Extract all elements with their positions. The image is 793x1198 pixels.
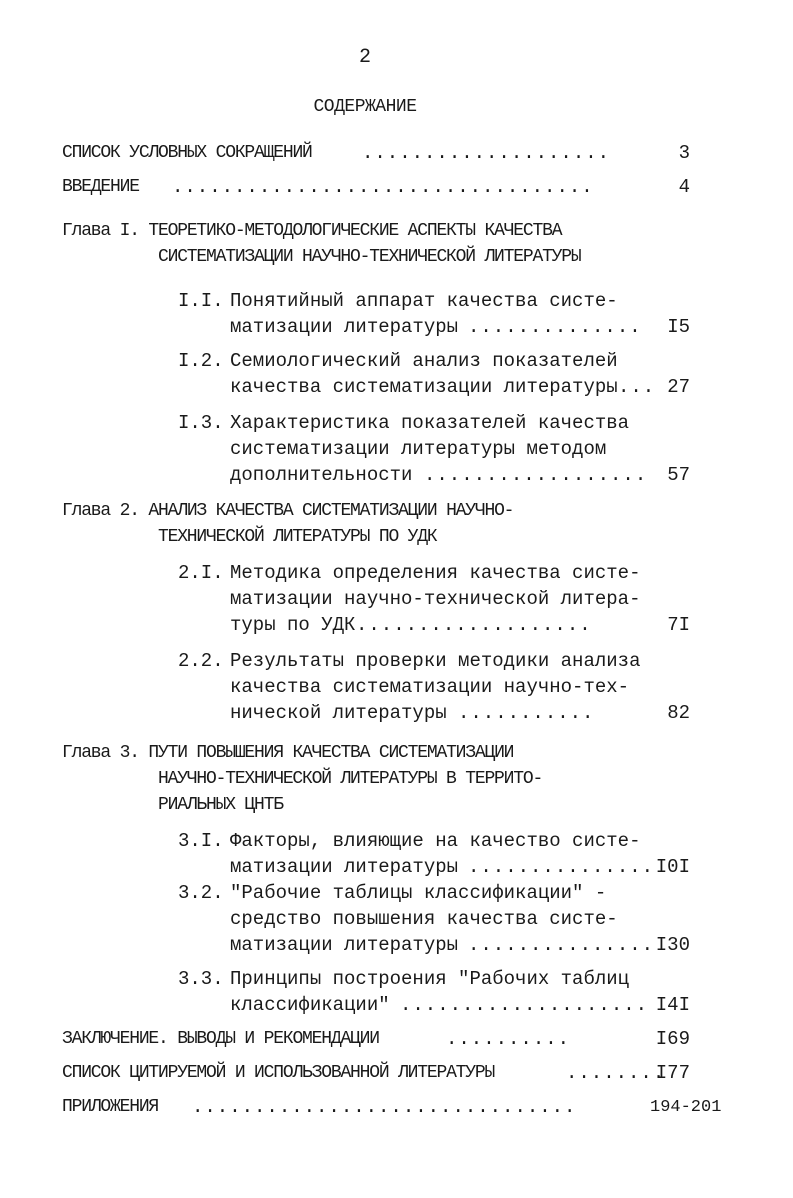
- toc-page-number: 57: [667, 464, 690, 486]
- toc-page-number: 82: [667, 702, 690, 724]
- section-text: Факторы, влияющие на качество систе-: [230, 830, 641, 852]
- section-number: 3.I.: [178, 830, 224, 852]
- toc-leader: ..................: [424, 464, 648, 486]
- toc-entry-label: СПИСОК УСЛОВНЫХ СОКРАЩЕНИЙ: [62, 143, 312, 163]
- toc-leader: ...: [618, 376, 656, 398]
- section-text: Методика определения качества систе-: [230, 562, 641, 584]
- toc-page-number: I77: [655, 1062, 690, 1084]
- chapter-heading: Глава 3. ПУТИ ПОВЫШЕНИЯ КАЧЕСТВА СИСТЕМАТИЗАЦИИ: [62, 743, 514, 763]
- section-number: 2.2.: [178, 650, 224, 672]
- toc-entry-label: ЗАКЛЮЧЕНИЕ. ВЫВОДЫ И РЕКОМЕНДАЦИИ: [62, 1029, 379, 1049]
- section-text: Принципы построения "Рабочих таблиц: [230, 968, 630, 990]
- section-text: "Рабочие таблицы классификации" -: [230, 882, 607, 904]
- page-number: 2: [358, 46, 371, 69]
- toc-page-number: I5: [667, 316, 690, 338]
- section-text: Понятийный аппарат качества систе-: [230, 290, 618, 312]
- section-number: 2.I.: [178, 562, 224, 584]
- section-text: Результаты проверки методики анализа: [230, 650, 641, 672]
- toc-page-number: I0I: [655, 856, 690, 878]
- section-text: качества систематизации литературы: [230, 376, 618, 398]
- section-text: классификации": [230, 994, 390, 1016]
- chapter-heading: Глава I. ТЕОРЕТИКО-МЕТОДОЛОГИЧЕСКИЕ АСПЕКТЫ КАЧЕСТВА: [62, 221, 562, 241]
- toc-leader: ..................................: [172, 176, 594, 198]
- toc-page-number: 7I: [667, 614, 690, 636]
- toc-entry-label: СПИСОК ЦИТИРУЕМОЙ И ИСПОЛЬЗОВАННОЙ ЛИТЕРАТУРЫ: [62, 1063, 495, 1083]
- page-title: СОДЕРЖАНИЕ: [313, 97, 417, 117]
- section-text: дополнительности: [230, 464, 413, 486]
- section-number: I.3.: [178, 412, 224, 434]
- toc-leader: ....................: [362, 142, 611, 164]
- toc-page-number: I4I: [655, 994, 690, 1016]
- toc-leader: ...........: [458, 702, 595, 724]
- toc-leader: ...................: [356, 614, 592, 636]
- section-text: матизации литературы: [230, 856, 459, 878]
- toc-leader: ...............: [468, 934, 655, 956]
- toc-leader: ...............................: [192, 1096, 577, 1118]
- toc-leader: ...............: [468, 856, 655, 878]
- section-text: систематизации литературы методом: [230, 438, 607, 460]
- chapter-heading: Глава 2. АНАЛИЗ КАЧЕСТВА СИСТЕМАТИЗАЦИИ НАУЧНО-: [62, 501, 514, 521]
- section-text: матизации литературы: [230, 316, 459, 338]
- section-number: I.I.: [178, 290, 224, 312]
- toc-page-number: 3: [678, 142, 690, 164]
- toc-leader: ....................: [400, 994, 649, 1016]
- toc-entry-label: ВВЕДЕНИЕ: [62, 177, 139, 197]
- toc-leader: ..........: [446, 1028, 571, 1050]
- section-number: 3.2.: [178, 882, 224, 904]
- toc-leader: ........: [566, 1062, 666, 1084]
- section-text: туры по УДК: [230, 614, 356, 636]
- chapter-heading: ТЕХНИЧЕСКОЙ ЛИТЕРАТУРЫ ПО УДК: [158, 527, 437, 547]
- toc-leader: ..............: [468, 316, 642, 338]
- toc-entry-label: ПРИЛОЖЕНИЯ: [62, 1097, 159, 1117]
- section-text: Семиологический анализ показателей: [230, 350, 618, 372]
- section-text: качества систематизации научно-тех-: [230, 676, 630, 698]
- chapter-heading: РИАЛЬНЫХ ЦНТБ: [158, 795, 283, 815]
- section-text: средство повышения качества систе-: [230, 908, 618, 930]
- section-number: 3.3.: [178, 968, 224, 990]
- toc-page-number: 27: [667, 376, 690, 398]
- chapter-heading: СИСТЕМАТИЗАЦИИ НАУЧНО-ТЕХНИЧЕСКОЙ ЛИТЕРАТУРЫ: [158, 247, 581, 267]
- chapter-heading: НАУЧНО-ТЕХНИЧЕСКОЙ ЛИТЕРАТУРЫ В ТЕРРИТО-: [158, 769, 543, 789]
- section-text: Характеристика показателей качества: [230, 412, 630, 434]
- toc-page-number: I69: [655, 1028, 690, 1050]
- section-text: нической литературы: [230, 702, 447, 724]
- section-number: I.2.: [178, 350, 224, 372]
- toc-page-number: 194-201: [650, 1098, 722, 1117]
- toc-page-number: I30: [655, 934, 690, 956]
- section-text: матизации научно-технической литера-: [230, 588, 641, 610]
- toc-page-number: 4: [678, 176, 690, 198]
- section-text: матизации литературы: [230, 934, 459, 956]
